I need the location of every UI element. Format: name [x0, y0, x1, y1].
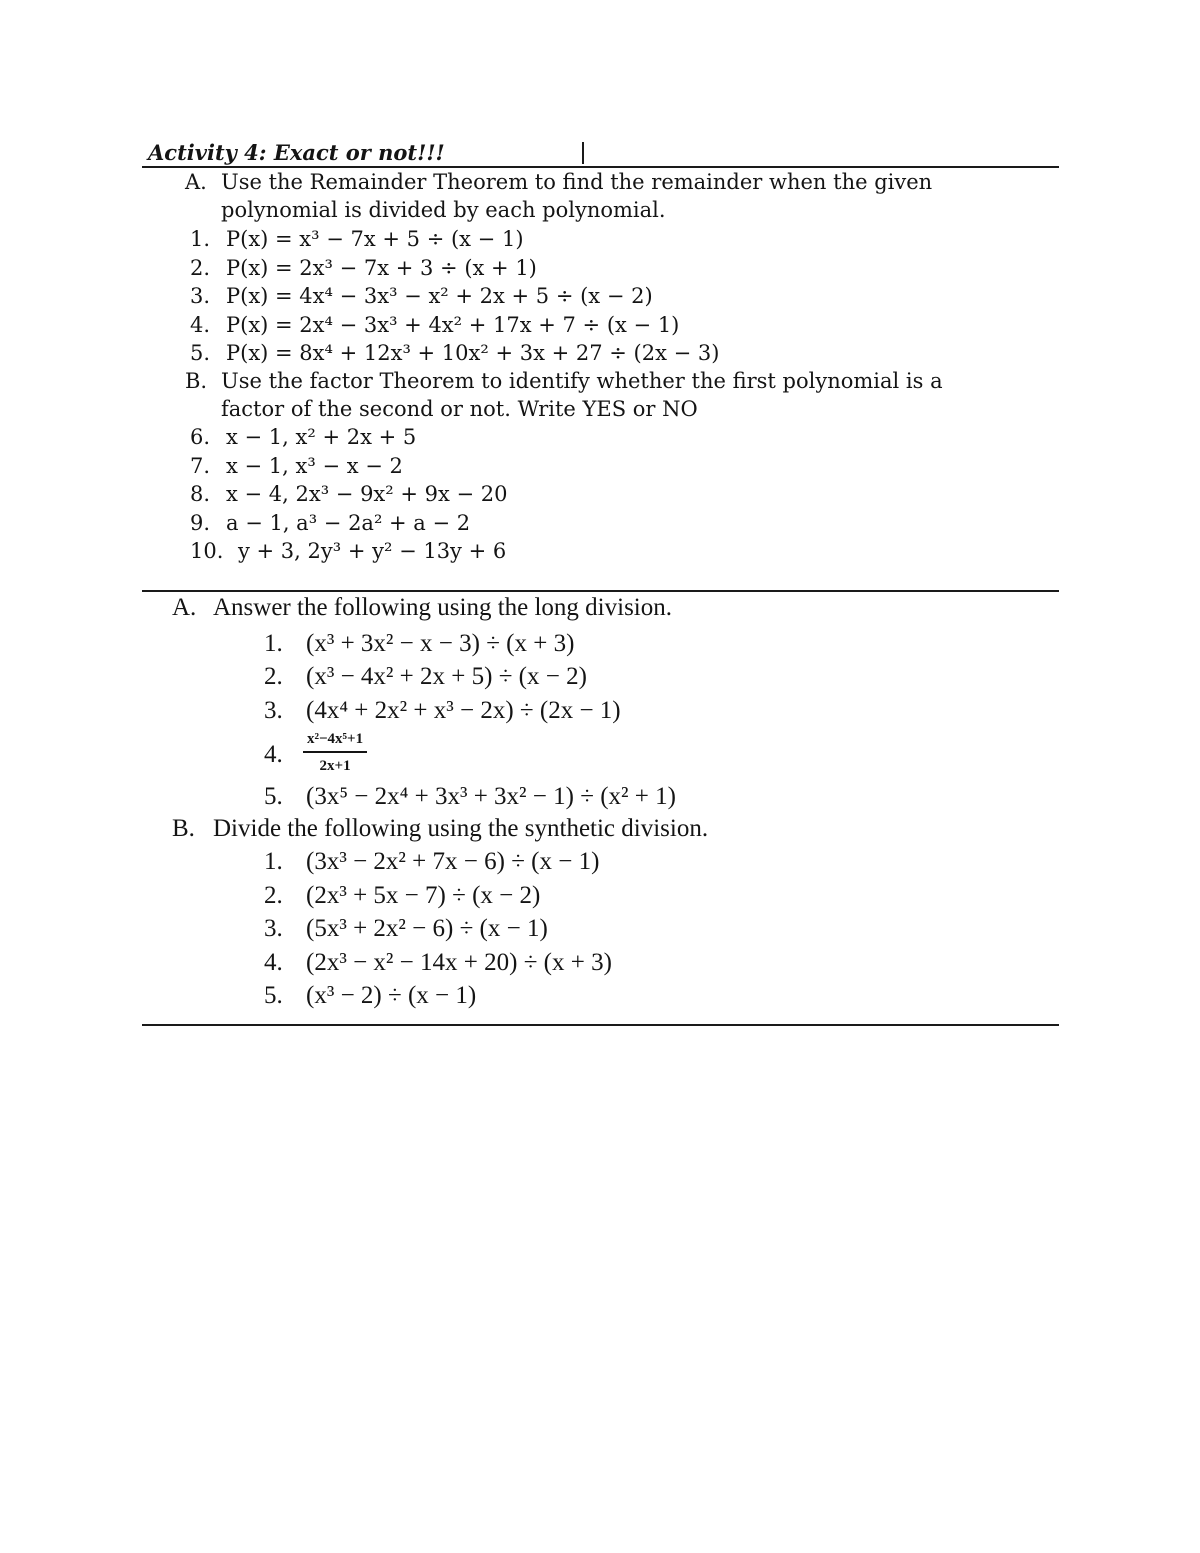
p1-item-expr: x − 4, 2x³ − 9x² + 9x − 20 [226, 482, 508, 506]
p1-item-num: 2. [190, 256, 211, 280]
activity-title: Activity 4: Exact or not!!! [148, 140, 445, 165]
part1-a-instruction-line1: Use the Remainder Theorem to find the remainder when the given [221, 170, 933, 194]
p2-item-expr: (x³ − 4x² + 2x + 5) ÷ (x − 2) [306, 663, 587, 690]
p1-item-num: 10. [190, 539, 224, 563]
part2-a-instruction: Answer the following using the long division. [213, 594, 672, 621]
p1-item-expr: P(x) = 2x³ − 7x + 3 ÷ (x + 1) [226, 256, 537, 280]
p1-item-num: 7. [190, 454, 211, 478]
cursor-bar [582, 142, 584, 164]
part2-a-label: A. [172, 594, 197, 621]
p1-item-expr: P(x) = 4x⁴ − 3x³ − x² + 2x + 5 ÷ (x − 2) [226, 284, 653, 308]
part1-b-instruction-line1: Use the factor Theorem to identify whether the first polynomial is a [221, 369, 943, 393]
p2-item-num: 2. [264, 663, 283, 690]
p2-item-num: 1. [264, 848, 283, 875]
part2-b-instruction: Divide the following using the synthetic division. [213, 815, 709, 842]
p1-item-expr: y + 3, 2y³ + y² − 13y + 6 [238, 539, 507, 563]
p2-item-num: 3. [264, 697, 283, 724]
p2-item-num: 2. [264, 882, 283, 909]
fraction-expression [303, 731, 367, 775]
p2-item-num: 4. [264, 741, 283, 768]
p1-item-num: 4. [190, 313, 211, 337]
p1-item-expr: a − 1, a³ − 2a² + a − 2 [226, 511, 471, 535]
p2-item-expr: (3x⁵ − 2x⁴ + 3x³ + 3x² − 1) ÷ (x² + 1) [306, 783, 676, 810]
fraction-denominator: 2x+1 [319, 758, 351, 774]
part1-b-instruction-line2: factor of the second or not. Write YES or NO [221, 397, 698, 421]
p1-item-num: 9. [190, 511, 211, 535]
fraction-numerator: x²−4x⁵+1 [303, 731, 367, 753]
p1-item-num: 1. [190, 227, 211, 251]
part1-a-instruction-line2: polynomial is divided by each polynomial. [221, 198, 666, 222]
p2-item-num: 3. [264, 915, 283, 942]
p1-item-expr: P(x) = 2x⁴ − 3x³ + 4x² + 17x + 7 ÷ (x − 1) [226, 313, 680, 337]
p1-item-expr: x − 1, x³ − x − 2 [226, 454, 403, 478]
p2-item-expr: (2x³ − x² − 14x + 20) ÷ (x + 3) [306, 949, 612, 976]
divider-top [142, 166, 1059, 168]
p2-item-num: 4. [264, 949, 283, 976]
p2-item-expr: (x³ + 3x² − x − 3) ÷ (x + 3) [306, 630, 575, 657]
p1-item-expr: P(x) = 8x⁴ + 12x³ + 10x² + 3x + 27 ÷ (2x − 3) [226, 341, 720, 365]
p2-item-expr: (x³ − 2) ÷ (x − 1) [306, 982, 477, 1009]
p2-item-expr: (2x³ + 5x − 7) ÷ (x − 2) [306, 882, 541, 909]
divider-middle [142, 590, 1059, 592]
p2-item-expr: (5x³ + 2x² − 6) ÷ (x − 1) [306, 915, 548, 942]
part1-b-label: B. [185, 369, 208, 393]
p1-item-expr: x − 1, x² + 2x + 5 [226, 425, 417, 449]
p1-item-num: 5. [190, 341, 211, 365]
p2-item-num: 5. [264, 982, 283, 1009]
p2-item-num: 1. [264, 630, 283, 657]
part1-a-label: A. [185, 170, 207, 194]
p2-item-expr: (4x⁴ + 2x² + x³ − 2x) ÷ (2x − 1) [306, 697, 621, 724]
part2-b-label: B. [172, 815, 195, 842]
p2-item-expr: (3x³ − 2x² + 7x − 6) ÷ (x − 1) [306, 848, 600, 875]
p1-item-expr: P(x) = x³ − 7x + 5 ÷ (x − 1) [226, 227, 524, 251]
p1-item-num: 3. [190, 284, 211, 308]
p1-item-num: 8. [190, 482, 211, 506]
p1-item-num: 6. [190, 425, 211, 449]
divider-bottom [142, 1024, 1059, 1026]
p2-item-num: 5. [264, 783, 283, 810]
